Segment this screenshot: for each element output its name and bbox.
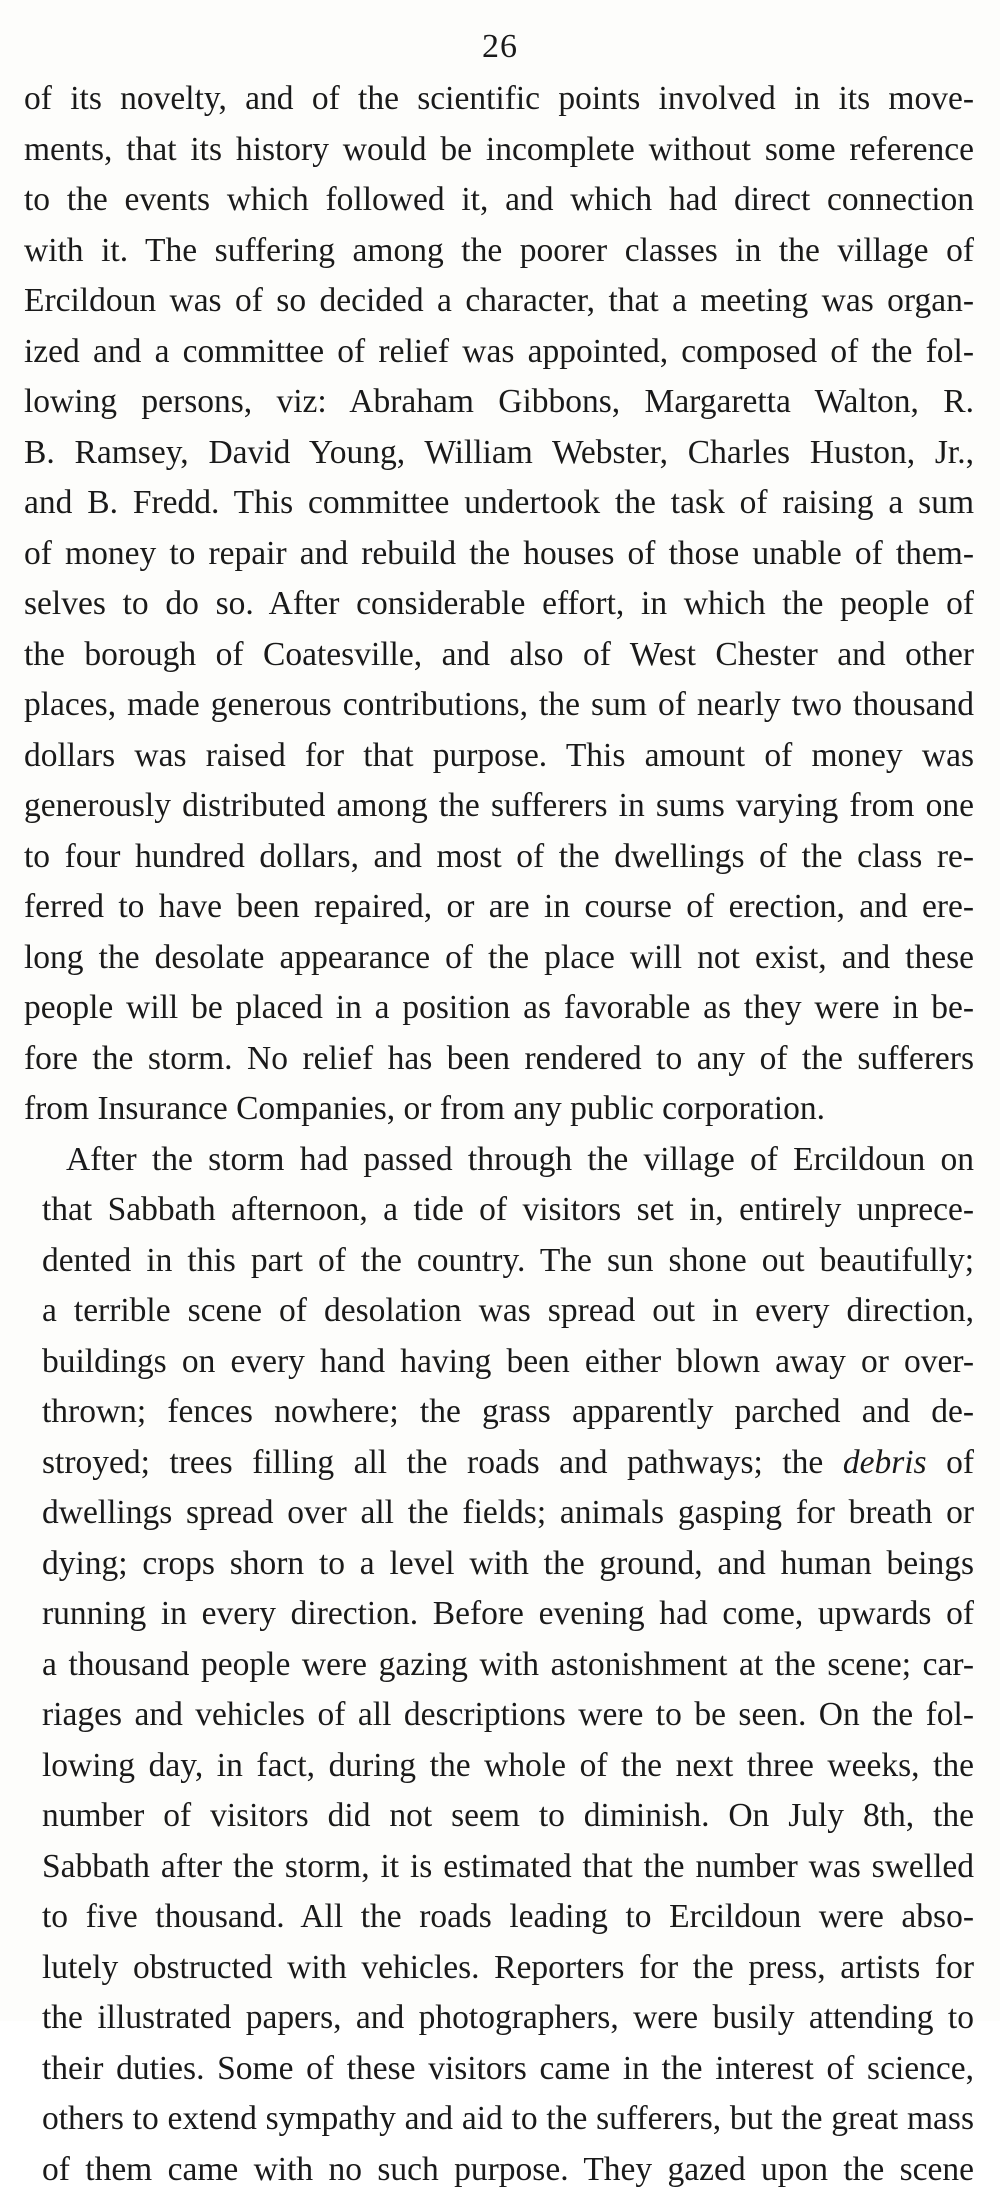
text-line: places, made generous contributions, the sum of nearly two thousand [24,680,974,731]
text-line: thrown; fences nowhere; the grass apparently parched and de- [24,1387,974,1438]
text-line: generously distributed among the sufferers in sums varying from one [24,781,974,832]
text-line: fore the storm. No relief has been rendered to any of the sufferers [24,1034,974,1085]
text-line: to four hundred dollars, and most of the dwellings of the class re- [24,832,974,883]
text-line: ized and a committee of relief was appointed, composed of the fol- [24,327,974,378]
text-line: lowing day, in fact, during the whole of the next three weeks, the [24,1741,974,1792]
text-line: ments, that its history would be incomplete without some reference [24,125,974,176]
text-line: others to extend sympathy and aid to the sufferers, but the great mass [24,2094,974,2145]
text-line: buildings on every hand having been either blown away or over- [24,1337,974,1388]
text-line: people will be placed in a position as favorable as they were in be- [24,983,974,1034]
body-text [24,74,974,2195]
text-line: from Insurance Companies, or from any public corporation. [24,1084,974,1135]
text-line: the illustrated papers, and photographers, were busily attending to [24,1993,974,2044]
page-number: 26 [0,28,1000,66]
text-line: Ercildoun was of so decided a character, that a meeting was organ- [24,276,974,327]
text-line: of them came with no such purpose. They gazed upon the scene [24,2145,974,2195]
text-line: stroyed; trees filling all the roads and pathways; the debris of [24,1438,974,1489]
text-line: riages and vehicles of all descriptions were to be seen. On the fol- [24,1690,974,1741]
text-line: of money to repair and rebuild the houses of those unable of them- [24,529,974,580]
text-line: selves to do so. After considerable effort, in which the people of [24,579,974,630]
text-line: a thousand people were gazing with astonishment at the scene; car- [24,1640,974,1691]
paragraph-relief-committee [24,74,974,1135]
text-line: number of visitors did not seem to diminish. On July 8th, the [24,1791,974,1842]
text-line: dwellings spread over all the fields; animals gasping for breath or [24,1488,974,1539]
text-line: ferred to have been repaired, or are in course of erection, and ere- [24,882,974,933]
text-line: B. Ramsey, David Young, William Webster, Charles Huston, Jr., [24,428,974,479]
text-line: lowing persons, viz: Abraham Gibbons, Margaretta Walton, R. [24,377,974,428]
text-line: their duties. Some of these visitors came in the interest of science, [24,2044,974,2095]
text-line: that Sabbath afternoon, a tide of visitors set in, entirely unprece- [24,1185,974,1236]
text-line: dying; crops shorn to a level with the ground, and human beings [24,1539,974,1590]
text-line: long the desolate appearance of the place will not exist, and these [24,933,974,984]
italic-term: debris [843,1444,927,1481]
text-line: and B. Fredd. This committee undertook the task of raising a sum [24,478,974,529]
text-line: a terrible scene of desolation was spread out in every direction, [24,1286,974,1337]
text-line: After the storm had passed through the village of Ercildoun on [24,1135,974,1186]
paragraph-visitors [24,1135,974,2195]
text-line: lutely obstructed with vehicles. Reporters for the press, artists for [24,1943,974,1994]
text-line: dented in this part of the country. The sun shone out beautifully; [24,1236,974,1287]
text-line: the borough of Coatesville, and also of West Chester and other [24,630,974,681]
text-line: to five thousand. All the roads leading to Ercildoun were abso- [24,1892,974,1943]
text-line: of its novelty, and of the scientific points involved in its move- [24,74,974,125]
text-line: dollars was raised for that purpose. This amount of money was [24,731,974,782]
text-line: to the events which followed it, and which had direct connection [24,175,974,226]
text-line: Sabbath after the storm, it is estimated that the number was swelled [24,1842,974,1893]
text-line: with it. The suffering among the poorer classes in the village of [24,226,974,277]
text-line: running in every direction. Before evening had come, upwards of [24,1589,974,1640]
